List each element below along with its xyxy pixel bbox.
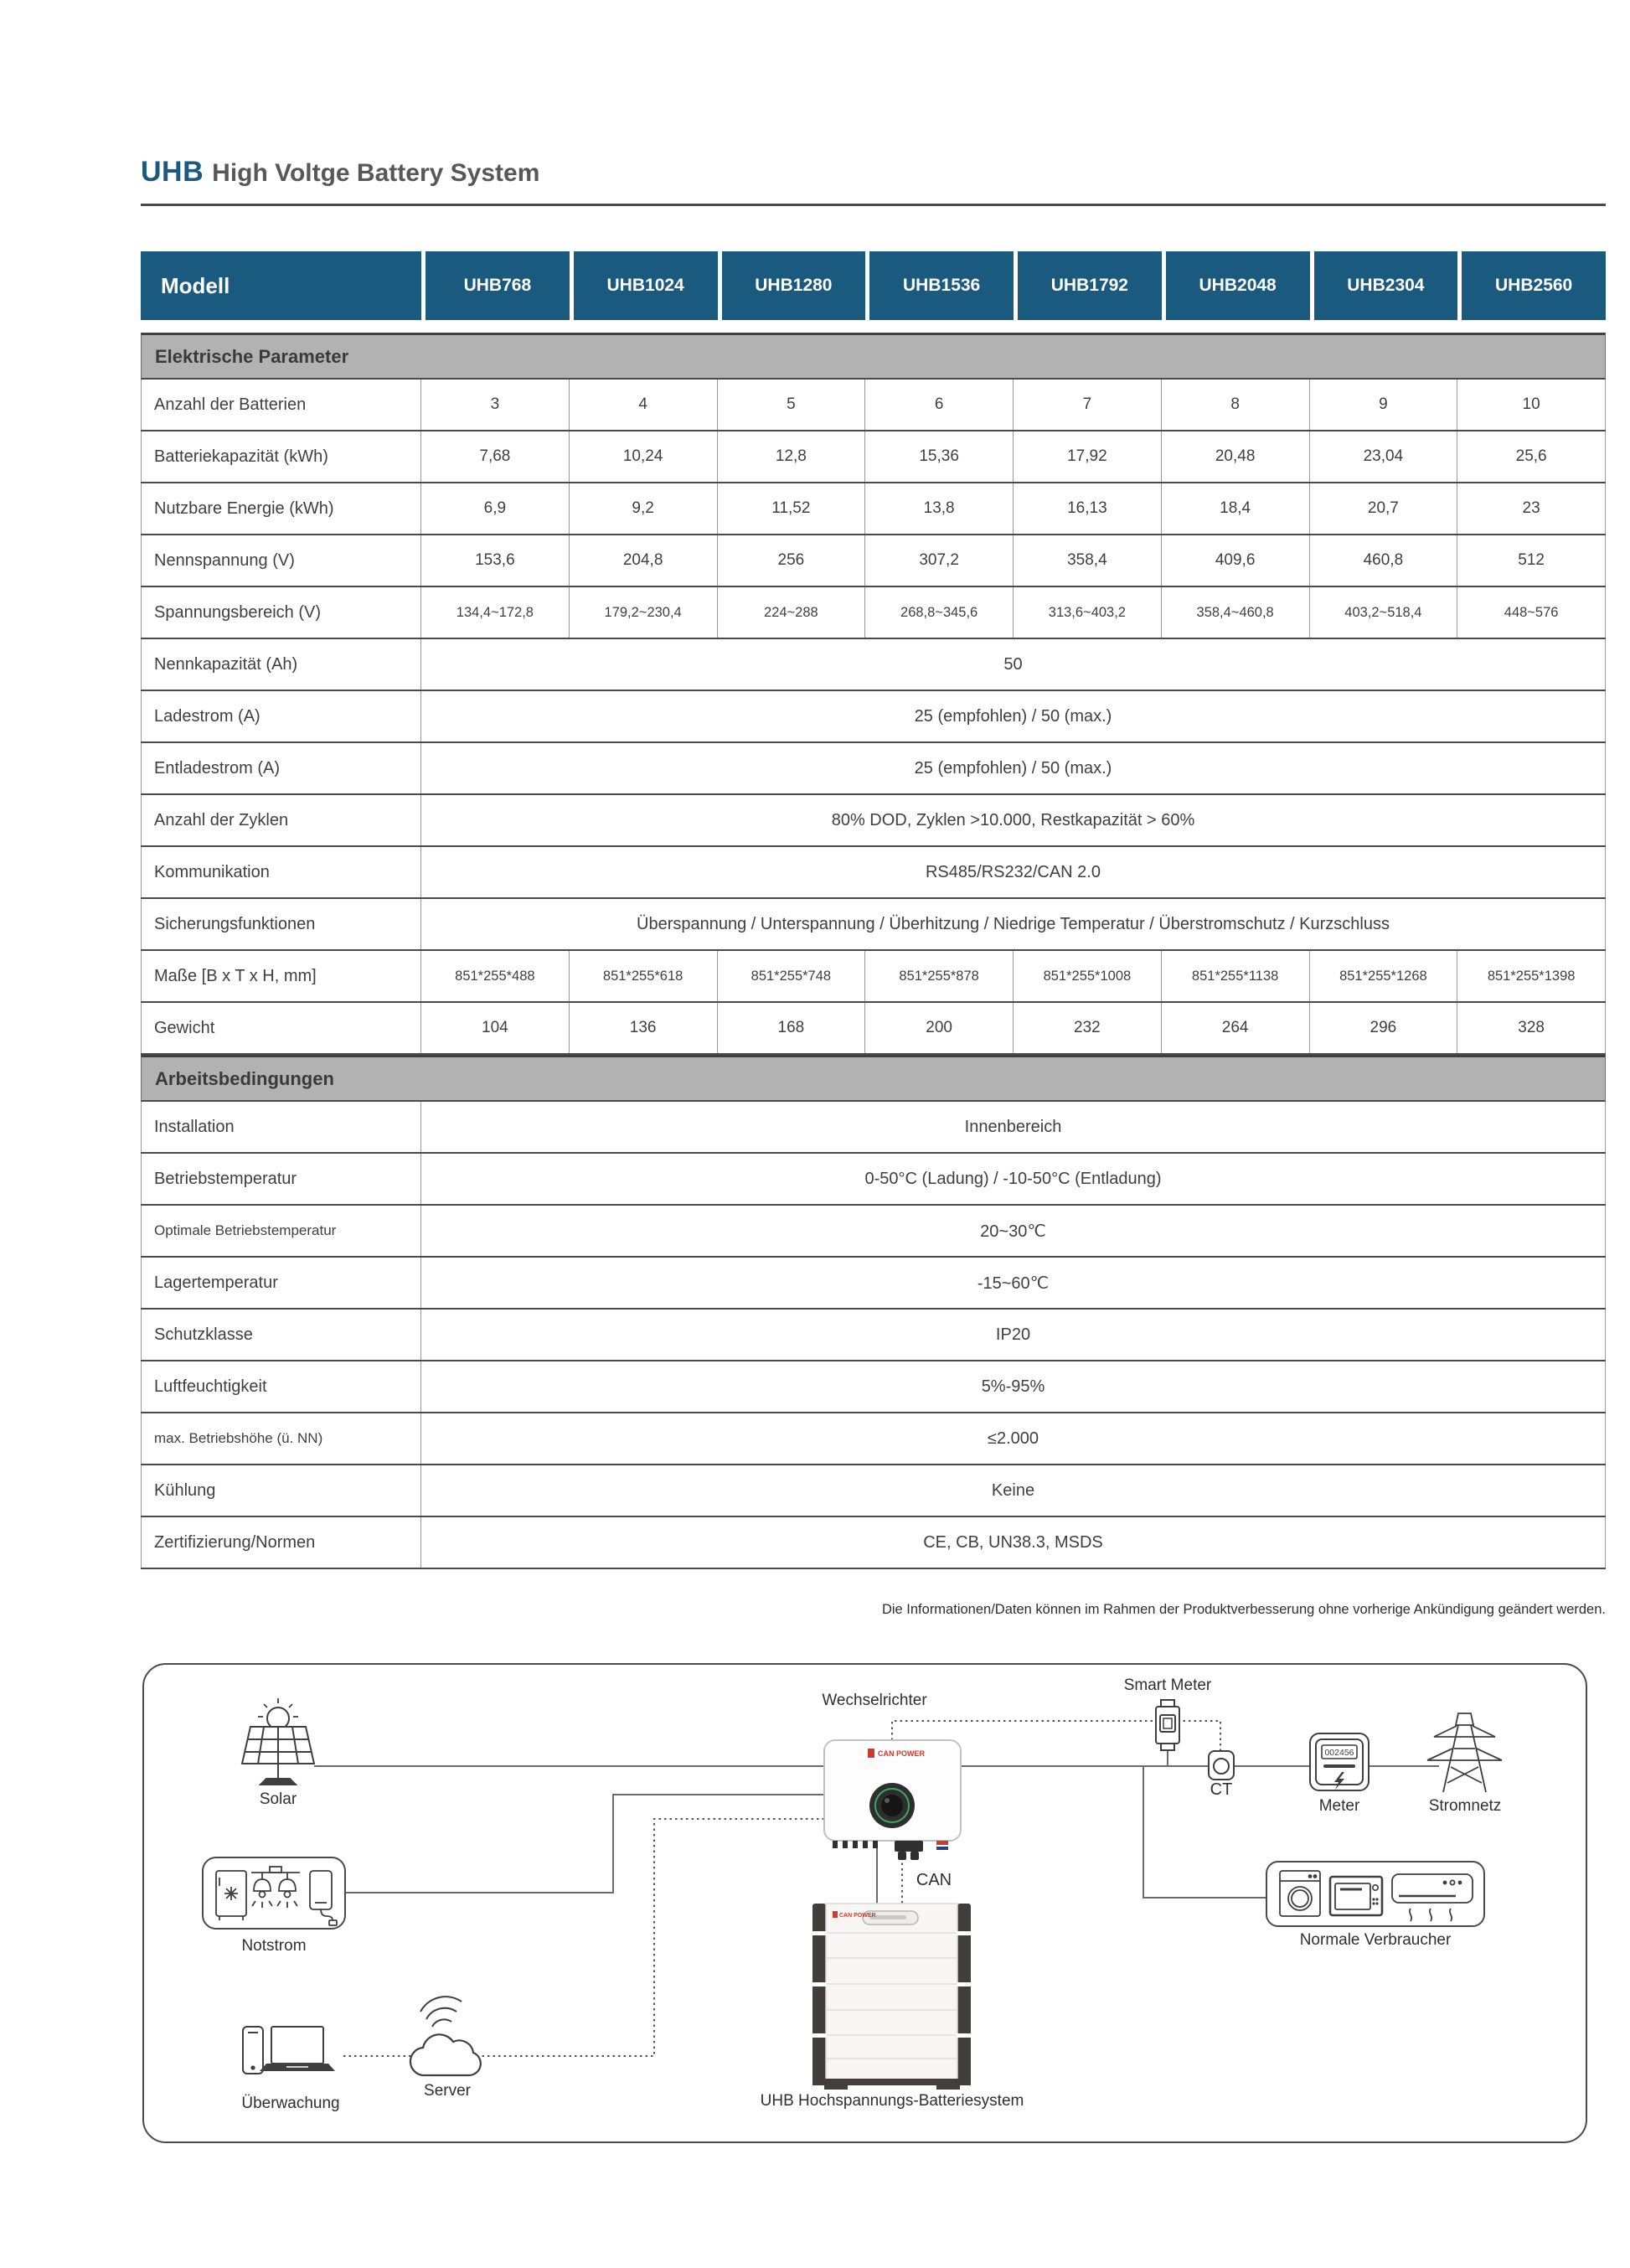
spec-cell: 134,4~172,8 bbox=[421, 587, 570, 638]
spec-cell: 153,6 bbox=[421, 535, 570, 586]
spec-row-label: Ladestrom (A) bbox=[141, 691, 421, 741]
page-title-text: High Voltge Battery System bbox=[212, 159, 540, 187]
battery-system-icon bbox=[812, 1904, 972, 2090]
notstrom-label: Notstrom bbox=[241, 1937, 307, 1955]
spec-cell: 20,7 bbox=[1310, 483, 1458, 534]
model-header: UHB2048 bbox=[1166, 251, 1310, 320]
spec-cell: 851*255*1268 bbox=[1310, 951, 1458, 1001]
spec-cell: 5 bbox=[718, 380, 866, 430]
normale-verbraucher-label: Normale Verbraucher bbox=[1299, 1931, 1452, 1949]
backup-loads-box bbox=[203, 1857, 345, 1929]
spec-row bbox=[141, 1413, 1606, 1465]
spec-row-label: Nutzbare Energie (kWh) bbox=[141, 483, 421, 534]
header-gap bbox=[141, 320, 1606, 333]
spec-row bbox=[141, 847, 1606, 899]
spec-cell: 256 bbox=[718, 535, 866, 586]
model-column-header: Modell bbox=[141, 251, 421, 320]
spec-cell: 10 bbox=[1457, 380, 1606, 430]
spec-row bbox=[141, 1310, 1606, 1361]
spec-cell: 16,13 bbox=[1014, 483, 1162, 534]
model-header: UHB1792 bbox=[1018, 251, 1162, 320]
spec-cell: 232 bbox=[1014, 1003, 1162, 1053]
spec-cell: 9,2 bbox=[570, 483, 718, 534]
spec-row bbox=[141, 1258, 1606, 1310]
wechselrichter-label: Wechselrichter bbox=[822, 1692, 927, 1709]
dashed-connection-lines bbox=[342, 1721, 1220, 2056]
spec-row-label: Nennspannung (V) bbox=[141, 535, 421, 586]
spec-cell: 6 bbox=[865, 380, 1014, 430]
spec-cell-span: 20~30℃ bbox=[421, 1206, 1606, 1256]
spec-cell-span: Keine bbox=[421, 1465, 1606, 1516]
spec-row bbox=[141, 743, 1606, 795]
spec-cell: 851*255*1138 bbox=[1162, 951, 1310, 1001]
footnote: Die Informationen/Daten können im Rahmen der Produktverbesserung ohne vorherige Ankündigung geändert werden. bbox=[881, 1602, 1606, 1617]
spec-row bbox=[141, 1003, 1606, 1055]
spec-row-label: Anzahl der Batterien bbox=[141, 380, 421, 430]
spec-row bbox=[141, 1102, 1606, 1154]
meter-label: Meter bbox=[1318, 1797, 1360, 1815]
grid-meter-icon bbox=[1310, 1733, 1369, 1790]
spec-cell-span: 0-50°C (Ladung) / -10-50°C (Entladung) bbox=[421, 1154, 1606, 1204]
inverter-icon bbox=[824, 1740, 961, 1860]
spec-row-label: Betriebstemperatur bbox=[141, 1154, 421, 1204]
spec-cell: 264 bbox=[1162, 1003, 1310, 1053]
spec-cell: 25,6 bbox=[1457, 431, 1606, 482]
spec-cell: 460,8 bbox=[1310, 535, 1458, 586]
spec-header-row bbox=[141, 251, 1606, 320]
spec-cell-span: -15~60℃ bbox=[421, 1258, 1606, 1308]
spec-row bbox=[141, 535, 1606, 587]
spec-row bbox=[141, 1154, 1606, 1206]
spec-cell-span: ≤2.000 bbox=[421, 1413, 1606, 1464]
spec-row bbox=[141, 899, 1606, 951]
solar-panel-icon bbox=[242, 1698, 314, 1785]
battery-logo: CAN POWER bbox=[839, 1913, 876, 1919]
spec-cell: 6,9 bbox=[421, 483, 570, 534]
spec-cell: 7 bbox=[1014, 380, 1162, 430]
spec-row bbox=[141, 483, 1606, 535]
spec-cell: 104 bbox=[421, 1003, 570, 1053]
spec-cell: 512 bbox=[1457, 535, 1606, 586]
model-header: UHB768 bbox=[426, 251, 570, 320]
spec-row-label: Nennkapazität (Ah) bbox=[141, 639, 421, 690]
spec-row bbox=[141, 587, 1606, 639]
spec-row bbox=[141, 1206, 1606, 1258]
spec-cell: 23 bbox=[1457, 483, 1606, 534]
ueberwachung-label: Überwachung bbox=[241, 2095, 340, 2112]
spec-cell: 13,8 bbox=[865, 483, 1014, 534]
spec-cell: 17,92 bbox=[1014, 431, 1162, 482]
can-label: CAN bbox=[916, 1871, 952, 1889]
power-grid-tower-icon bbox=[1427, 1713, 1502, 1792]
model-header: UHB2560 bbox=[1462, 251, 1606, 320]
spec-cell: 10,24 bbox=[570, 431, 718, 482]
spec-row-label: Entladestrom (A) bbox=[141, 743, 421, 793]
spec-row-label: Kühlung bbox=[141, 1465, 421, 1516]
model-header: UHB1024 bbox=[574, 251, 718, 320]
spec-cell: 851*255*1398 bbox=[1457, 951, 1606, 1001]
brand-name: UHB bbox=[141, 156, 204, 188]
spec-cell: 15,36 bbox=[865, 431, 1014, 482]
spec-row-label: Sicherungsfunktionen bbox=[141, 899, 421, 949]
spec-row bbox=[141, 1465, 1606, 1517]
spec-cell: 3 bbox=[421, 380, 570, 430]
spec-table bbox=[141, 251, 1606, 1569]
model-header: UHB1536 bbox=[869, 251, 1014, 320]
spec-row-label: Batteriekapazität (kWh) bbox=[141, 431, 421, 482]
spec-cell-span: Innenbereich bbox=[421, 1102, 1606, 1152]
spec-cell: 7,68 bbox=[421, 431, 570, 482]
server-label: Server bbox=[424, 2082, 471, 2100]
spec-cell: 851*255*748 bbox=[718, 951, 866, 1001]
spec-cell: 8 bbox=[1162, 380, 1310, 430]
spec-row bbox=[141, 795, 1606, 847]
ct-clamp-icon bbox=[1209, 1751, 1234, 1780]
spec-cell: 851*255*618 bbox=[570, 951, 718, 1001]
spec-cell: 4 bbox=[570, 380, 718, 430]
spec-row bbox=[141, 380, 1606, 431]
spec-cell: 168 bbox=[718, 1003, 866, 1053]
spec-row-label: Lagertemperatur bbox=[141, 1258, 421, 1308]
smart-meter-label: Smart Meter bbox=[1123, 1676, 1212, 1694]
page-title bbox=[141, 156, 539, 189]
spec-cell: 328 bbox=[1457, 1003, 1606, 1053]
spec-row-label: Anzahl der Zyklen bbox=[141, 795, 421, 845]
inverter-logo: CAN POWER bbox=[878, 1749, 925, 1758]
spec-row-label: Maße [B x T x H, mm] bbox=[141, 951, 421, 1001]
spec-row bbox=[141, 951, 1606, 1003]
spec-cell-span: 50 bbox=[421, 639, 1606, 690]
spec-row-label: Gewicht bbox=[141, 1003, 421, 1053]
spec-cell: 224~288 bbox=[718, 587, 866, 638]
spec-row bbox=[141, 639, 1606, 691]
spec-cell-span: CE, CB, UN38.3, MSDS bbox=[421, 1517, 1606, 1568]
meter-reading: 002456 bbox=[1324, 1748, 1354, 1758]
spec-cell: 11,52 bbox=[718, 483, 866, 534]
spec-row bbox=[141, 691, 1606, 743]
spec-row bbox=[141, 1517, 1606, 1569]
batteriesystem-label: UHB Hochspannungs-Batteriesystem bbox=[760, 2092, 1024, 2110]
spec-cell-span: Überspannung / Unterspannung / Überhitzung / Niedrige Temperatur / Überstromschutz / Kurzschluss bbox=[421, 899, 1606, 949]
spec-cell: 20,48 bbox=[1162, 431, 1310, 482]
spec-row-label: Spannungsbereich (V) bbox=[141, 587, 421, 638]
spec-cell: 851*255*878 bbox=[865, 951, 1014, 1001]
model-header: UHB1280 bbox=[722, 251, 866, 320]
spec-cell: 307,2 bbox=[865, 535, 1014, 586]
spec-row-label: Zertifizierung/Normen bbox=[141, 1517, 421, 1568]
diagram-canvas bbox=[144, 1665, 1587, 2143]
spec-cell-span: IP20 bbox=[421, 1310, 1606, 1360]
model-header: UHB2304 bbox=[1314, 251, 1458, 320]
spec-row bbox=[141, 431, 1606, 483]
spec-cell: 851*255*488 bbox=[421, 951, 570, 1001]
spec-cell: 179,2~230,4 bbox=[570, 587, 718, 638]
spec-cell: 448~576 bbox=[1457, 587, 1606, 638]
spec-row-label: Kommunikation bbox=[141, 847, 421, 897]
spec-row-label: Optimale Betriebstemperatur bbox=[141, 1206, 421, 1256]
title-divider bbox=[141, 204, 1606, 206]
spec-cell: 268,8~345,6 bbox=[865, 587, 1014, 638]
spec-cell: 9 bbox=[1310, 380, 1458, 430]
spec-row bbox=[141, 1361, 1606, 1413]
spec-cell: 358,4 bbox=[1014, 535, 1162, 586]
spec-row-label: max. Betriebshöhe (ü. NN) bbox=[141, 1413, 421, 1464]
spec-cell: 12,8 bbox=[718, 431, 866, 482]
spec-cell-span: 25 (empfohlen) / 50 (max.) bbox=[421, 743, 1606, 793]
spec-row-label: Installation bbox=[141, 1102, 421, 1152]
spec-row-label: Schutzklasse bbox=[141, 1310, 421, 1360]
stromnetz-label: Stromnetz bbox=[1428, 1797, 1502, 1815]
spec-cell: 136 bbox=[570, 1003, 718, 1053]
smart-meter-icon bbox=[1156, 1700, 1179, 1750]
server-cloud-icon bbox=[410, 1997, 481, 2075]
spec-row-label: Luftfeuchtigkeit bbox=[141, 1361, 421, 1412]
spec-cell: 23,04 bbox=[1310, 431, 1458, 482]
section-header: Elektrische Parameter bbox=[141, 333, 1606, 380]
spec-cell: 296 bbox=[1310, 1003, 1458, 1053]
spec-cell: 851*255*1008 bbox=[1014, 951, 1162, 1001]
spec-cell: 204,8 bbox=[570, 535, 718, 586]
spec-cell-span: 5%-95% bbox=[421, 1361, 1606, 1412]
spec-cell-span: 25 (empfohlen) / 50 (max.) bbox=[421, 691, 1606, 741]
spec-cell: 403,2~518,4 bbox=[1310, 587, 1458, 638]
section-header: Arbeitsbedingungen bbox=[141, 1055, 1606, 1102]
ct-label: CT bbox=[1210, 1780, 1233, 1799]
monitoring-devices-icon bbox=[243, 2027, 335, 2074]
spec-cell: 358,4~460,8 bbox=[1162, 587, 1310, 638]
spec-cell: 313,6~403,2 bbox=[1014, 587, 1162, 638]
spec-cell-span: 80% DOD, Zyklen >10.000, Restkapazität > 60% bbox=[421, 795, 1606, 845]
solar-label: Solar bbox=[259, 1790, 297, 1808]
spec-cell: 200 bbox=[865, 1003, 1014, 1053]
spec-cell: 18,4 bbox=[1162, 483, 1310, 534]
system-diagram bbox=[142, 1663, 1587, 2143]
spec-cell-span: RS485/RS232/CAN 2.0 bbox=[421, 847, 1606, 897]
spec-cell: 409,6 bbox=[1162, 535, 1310, 586]
